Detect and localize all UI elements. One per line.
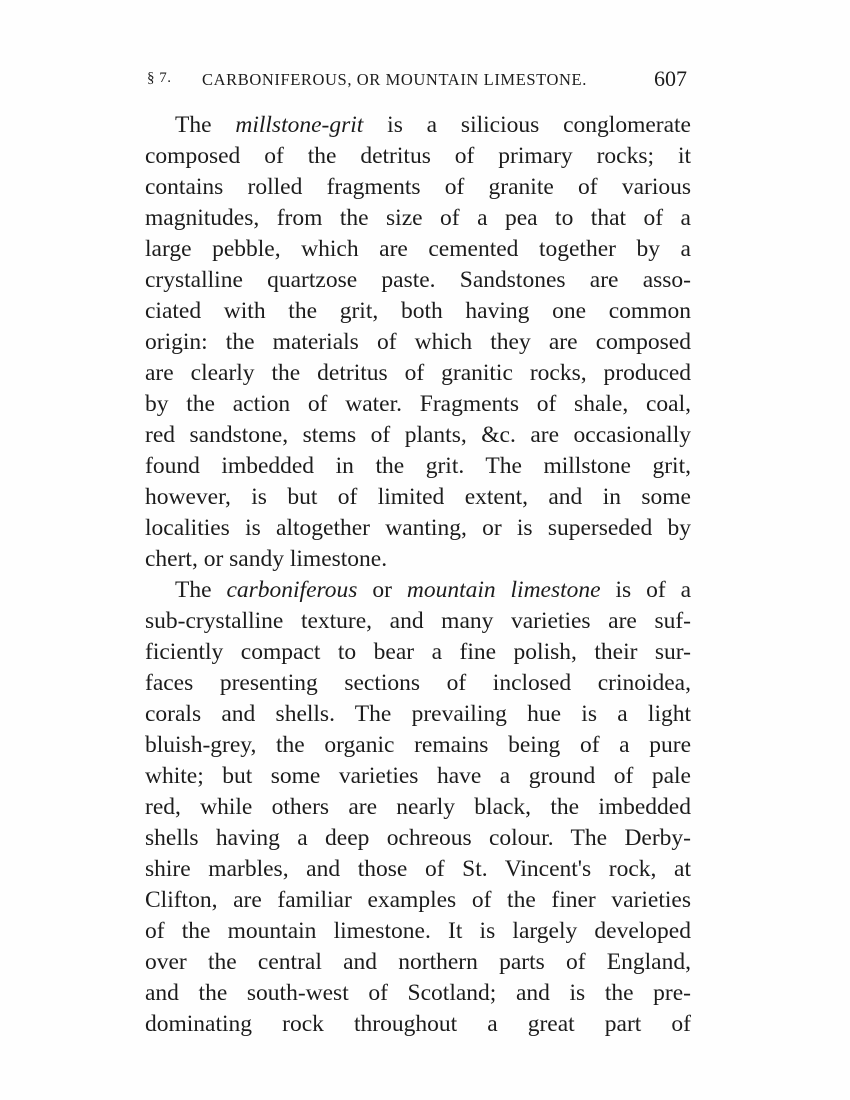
text-line: red, while others are nearly black, the imbedded bbox=[145, 794, 691, 820]
text-line: magnitudes, from the size of a pea to that of a bbox=[145, 205, 691, 231]
text-line: origin: the materials of which they are composed bbox=[145, 329, 691, 355]
text-run: or bbox=[357, 577, 407, 603]
body-text bbox=[145, 110, 691, 1040]
text-line: contains rolled fragments of granite of various bbox=[145, 174, 691, 200]
text-line: crystalline quartzose paste. Sandstones are asso- bbox=[145, 267, 691, 293]
text-line: and the south-west of Scotland; and is the pre- bbox=[145, 980, 691, 1006]
text-line: shire marbles, and those of St. Vincent's rock, at bbox=[145, 856, 691, 882]
text-line: ciated with the grit, both having one common bbox=[145, 298, 691, 324]
text-line: found imbedded in the grit. The millstone grit, bbox=[145, 453, 691, 479]
chapter-title: CARBONIFEROUS, OR MOUNTAIN LIMESTONE. bbox=[202, 70, 587, 89]
text-line: chert, or sandy limestone. bbox=[145, 546, 388, 572]
text-line: Clifton, are familiar examples of the finer varieties bbox=[145, 887, 691, 913]
text-line: faces presenting sections of inclosed crinoidea, bbox=[145, 670, 691, 696]
text-line: large pebble, which are cemented together by a bbox=[145, 236, 691, 262]
text-run: The bbox=[175, 112, 236, 138]
italic-term: mountain limestone bbox=[406, 577, 601, 603]
text-line bbox=[145, 110, 691, 141]
running-head bbox=[147, 66, 687, 96]
text-run: is a silicious conglomerate bbox=[363, 112, 691, 138]
paragraph-millstone-grit bbox=[145, 110, 691, 575]
paragraph-mountain-limestone bbox=[145, 575, 691, 1040]
text-line: shells having a deep ochreous colour. The Derby- bbox=[145, 825, 691, 851]
text-line: over the central and northern parts of England, bbox=[145, 949, 691, 975]
text-line: corals and shells. The prevailing hue is a light bbox=[145, 701, 691, 727]
text-line: red sandstone, stems of plants, &c. are occasionally bbox=[145, 422, 691, 448]
italic-term: carboniferous bbox=[226, 577, 358, 603]
text-run: is of a bbox=[600, 577, 692, 603]
text-line: composed of the detritus of primary rocks; it bbox=[145, 143, 691, 169]
text-line: bluish-grey, the organic remains being of a pure bbox=[145, 732, 691, 758]
text-line: sub-crystalline texture, and many varieties are suf- bbox=[145, 608, 691, 634]
text-line: however, is but of limited extent, and in some bbox=[145, 484, 691, 510]
text-line: localities is altogether wanting, or is superseded by bbox=[145, 515, 691, 541]
text-line: dominating rock throughout a great part of bbox=[145, 1011, 691, 1037]
text-line bbox=[145, 575, 691, 606]
page-number: 607 bbox=[654, 66, 687, 91]
text-run: The bbox=[175, 577, 227, 603]
text-line: of the mountain limestone. It is largely developed bbox=[145, 918, 691, 944]
section-number: § 7. bbox=[147, 70, 172, 86]
text-line: by the action of water. Fragments of shale, coal, bbox=[145, 391, 691, 417]
italic-term: millstone-grit bbox=[235, 112, 364, 138]
text-line: ficiently compact to bear a fine polish, their sur- bbox=[145, 639, 691, 665]
text-line: white; but some varieties have a ground of pale bbox=[145, 763, 691, 789]
text-line: are clearly the detritus of granitic rocks, produced bbox=[145, 360, 691, 386]
